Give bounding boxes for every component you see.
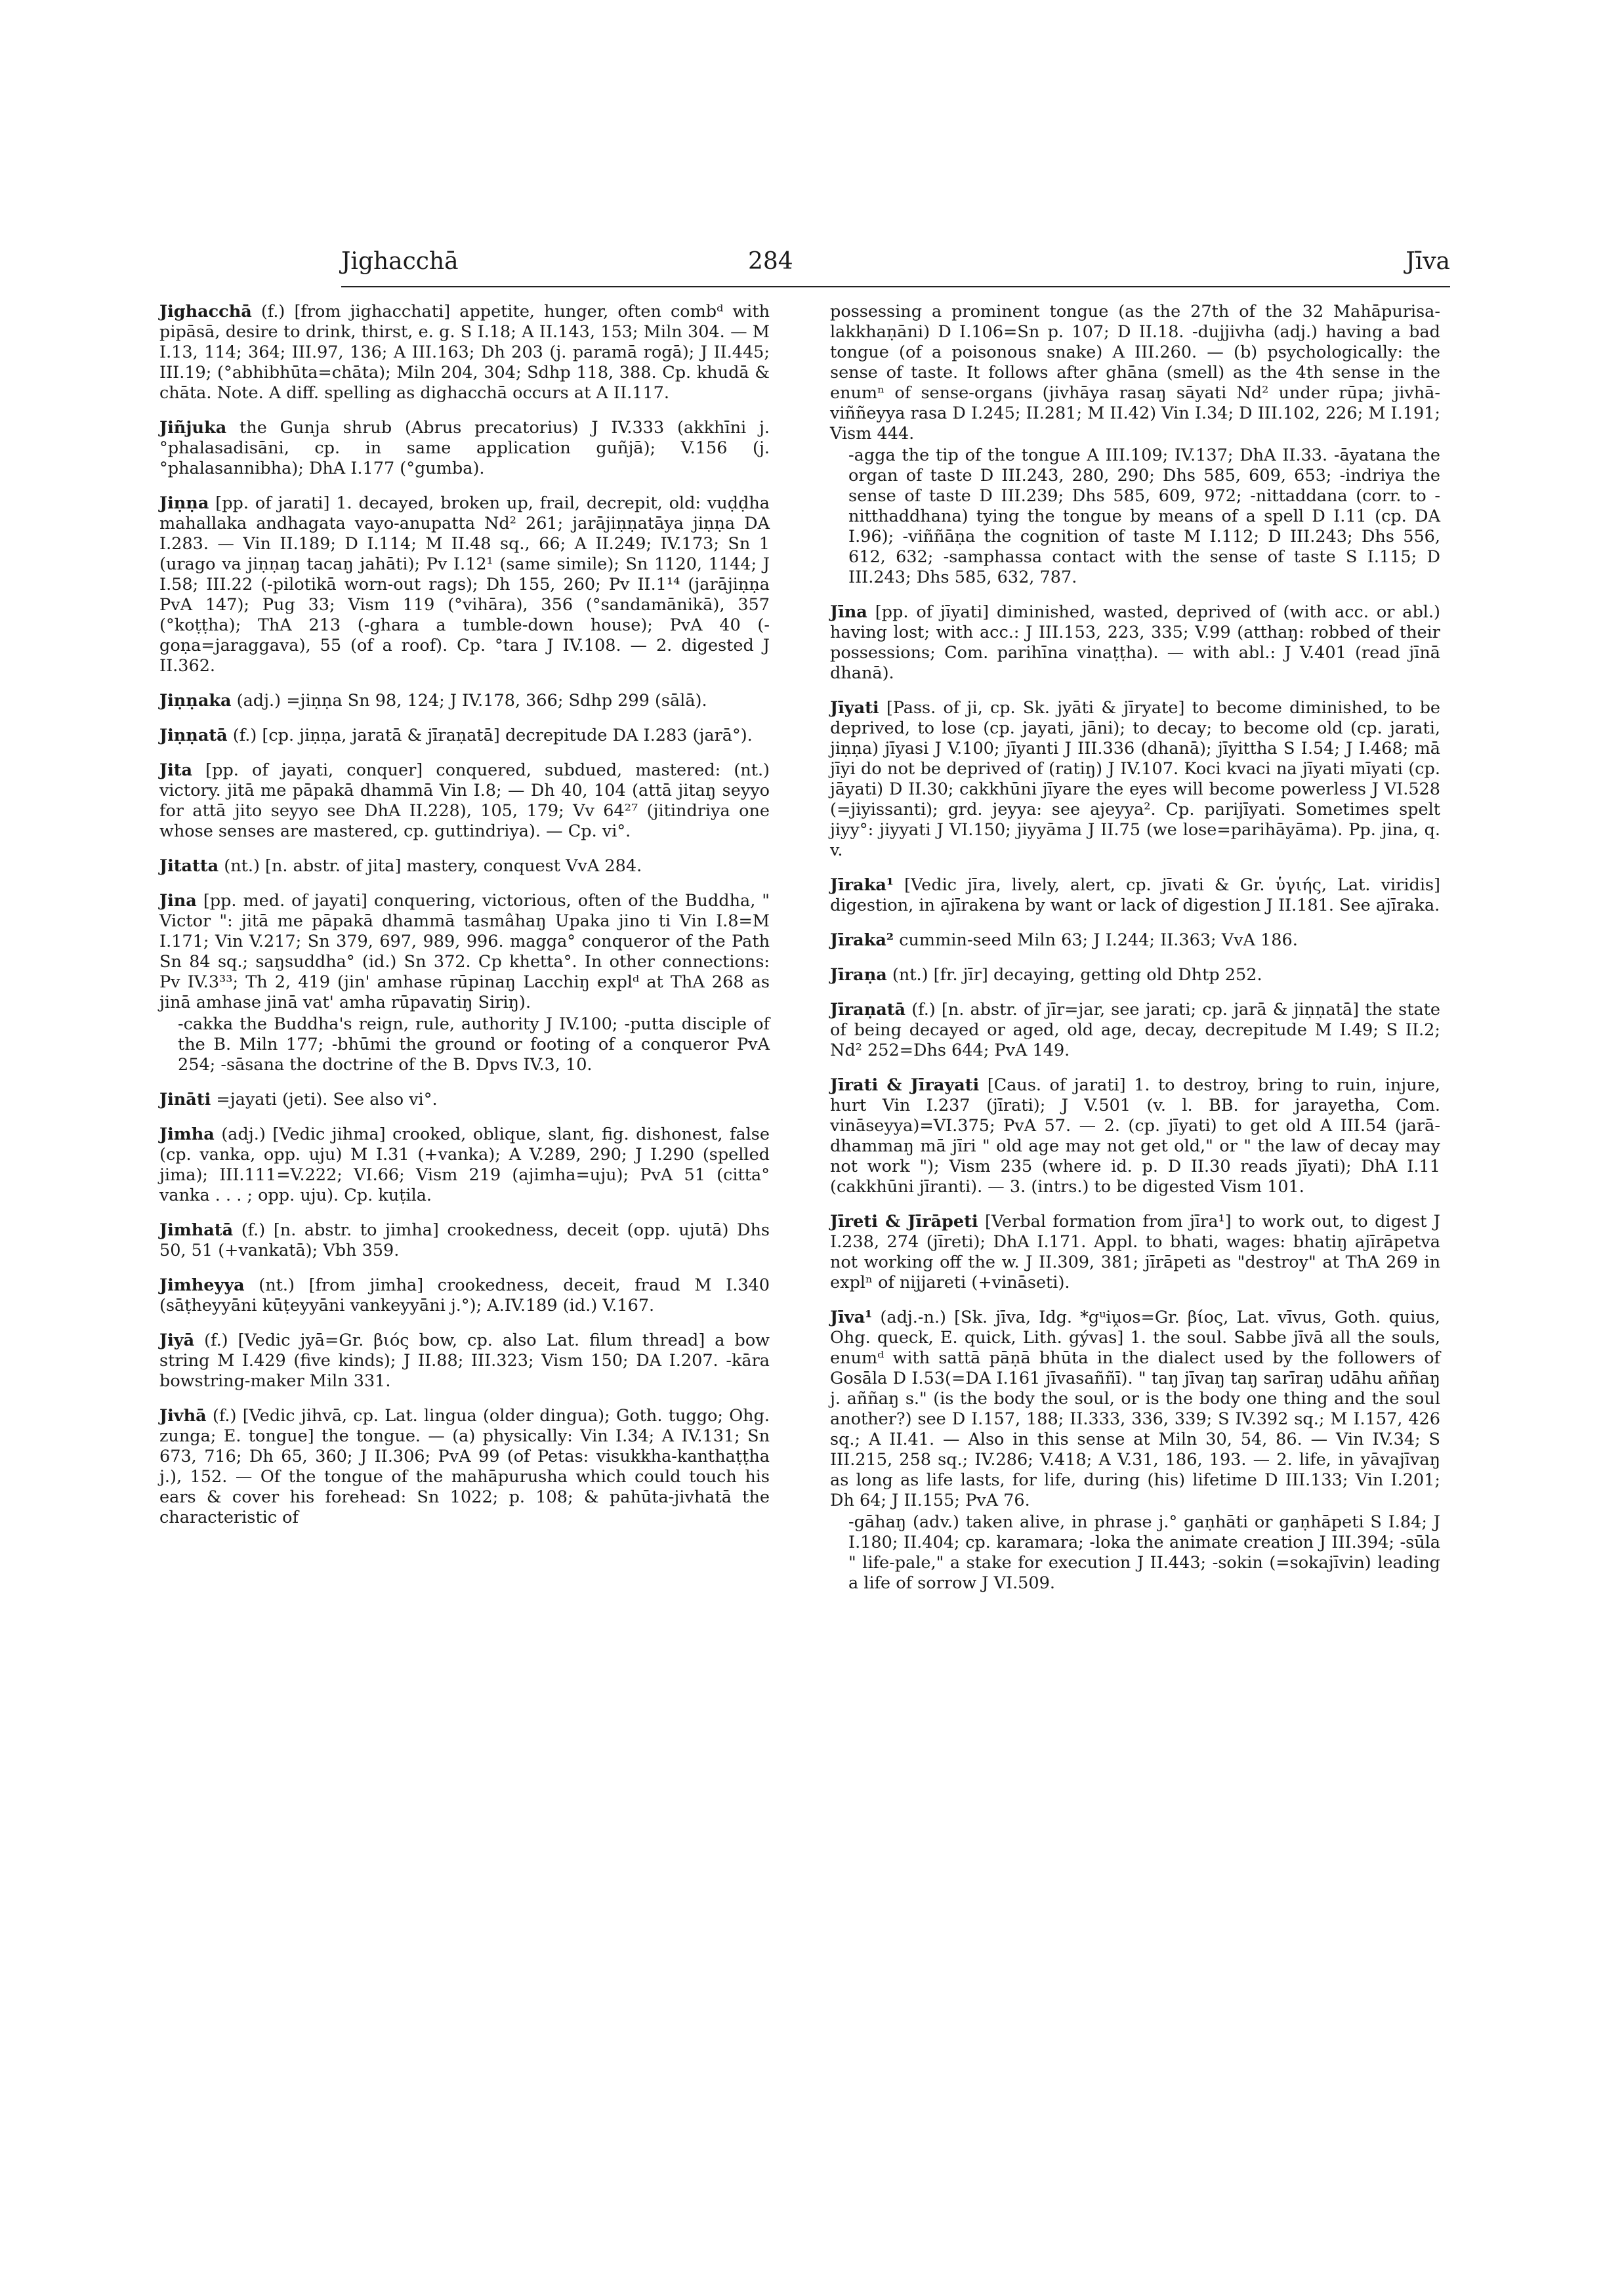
entry-headword: Jimhatā	[159, 1220, 234, 1240]
entry-body: (nt.) [fr. jīr] decaying, getting old Dhtp 252.	[892, 965, 1262, 985]
entry-headword: Jināti	[159, 1090, 211, 1109]
entry-headword: Jimha	[159, 1125, 215, 1144]
dictionary-entry	[159, 493, 770, 676]
dictionary-entry	[159, 1406, 770, 1528]
dictionary-entry	[830, 1308, 1440, 1594]
dictionary-entry	[159, 856, 770, 877]
right-running-head: Jīva	[1405, 248, 1450, 275]
dictionary-entry	[830, 1212, 1440, 1293]
dictionary-entry	[830, 930, 1440, 951]
entry-body: (f.) [Vedic jihvā, cp. Lat. lingua (older dingua); Goth. tuggo; Ohg. zunga; E. tongue] the tongue. — (a) physically: Vin I.34; A IV.131; Sn 673, 716; Dh 65, 360; J II.306; PvA 99 (of Petas: visukkha-kanthaṭṭha j.), 152. — Of the tongue of the mahāpurusha which could touch his ears & cover his forehead: Sn 1022; p. 108; & pahūta-jivhatā the characteristic of	[159, 1406, 770, 1527]
left-running-head: Jighacchā	[341, 248, 459, 275]
entry-body: [Vedic jīra, lively, alert, cp. jīvati & Gr. ὑγιής, Lat. viridis] digestion, in ajīrakena by want or lack of digestion J II.181. See ajīraka.	[830, 875, 1441, 915]
page-header	[341, 248, 1450, 294]
right-column	[830, 302, 1440, 1608]
dictionary-entry	[159, 1275, 770, 1316]
dictionary-entry	[830, 1075, 1440, 1197]
entry-body: cummin-seed Miln 63; J I.244; II.363; VvA 186.	[899, 930, 1298, 950]
dictionary-entry	[159, 1331, 770, 1392]
entry-body: (nt.) [n. abstr. of jita] mastery, conquest VvA 284.	[224, 856, 642, 876]
entry-body: [pp. med. of jayati] conquering, victorious, often of the Buddha, " Victor ": jitā me pāpakā dhammā tasmâhaŋ Upaka jino ti Vin I.8=M I.171; Vin V.217; Sn 379, 697, 989, 996. magga° conqueror of the Path Sn 84 sq.; saŋsuddha° (id.) Sn 372. Cp khetta°. In other connections: Pv IV.3³³; Th 2, 419 (jin' amhase rūpinaŋ Lacchiŋ explᵈ at ThA 268 as jinā amhase jinā vat' amha rūpavatiŋ Siriŋ).	[159, 891, 770, 1012]
entry-headword: Jiṇṇa	[159, 493, 209, 513]
entry-headword: Jīraṇatā	[830, 1000, 906, 1020]
entry-body: [Verbal formation from jīra¹] to work out, to digest J I.238, 274 (jīreti); DhA I.171. Appl. to bhati, wages: bhatiŋ ajīrāpetva not working off the w. J II.309, 381; jīrāpeti as "destroy" at ThA 269 in explⁿ of nijjareti (+vināseti).	[830, 1212, 1440, 1292]
entry-headword: Jīraka¹	[830, 875, 894, 895]
entry-body: (adj.-n.) [Sk. jīva, Idg. *gᵘiṷos=Gr. βίος, Lat. vīvus, Goth. quius, Ohg. queck, E. quick, Lith. gývas] 1. the soul. Sabbe jīvā all the souls, enumᵈ with sattā pāṇā bhūta in the dialect used by the followers of Gosāla D I.53(=DA I.161 jīvasaññī). " taŋ jīvaŋ taŋ sarīraŋ udāhu aññaŋ j. aññaŋ s." (is the body the soul, or is the body one thing and the soul another?) see D I.157, 188; II.333, 336, 339; S IV.392 sq.; M I.157, 426 sq.; A II.41. — Also in this sense at Miln 30, 54, 86. — Vin IV.34; S III.215, 258 sq.; IV.286; V.418; A V.31, 186, 193. — 2. life, in yāvajīvaŋ as long as life lasts, for life, during (his) lifetime D III.133; Vin I.201; Dh 64; J II.155; PvA 76.	[830, 1308, 1441, 1510]
dictionary-entry	[830, 875, 1440, 916]
dictionary-entry	[159, 726, 770, 746]
page-number: 284	[748, 248, 793, 275]
entry-headword: Jīrati & Jīrayati	[830, 1075, 980, 1095]
dictionary-entry	[159, 1125, 770, 1206]
entry-body: (f.) [n. abstr. of jīr=jar, see jarati; cp. jarā & jiṇṇatā] the state of being decayed or aged, old age, decay, decrepitude M I.49; S II.2; Nd² 252=Dhs 644; PvA 149.	[830, 1000, 1440, 1060]
dictionary-entry	[159, 1090, 770, 1110]
entry-subentries: -gāhaŋ (adv.) taken alive, in phrase j.° gaṇhāti or gaṇhāpeti S I.84; J I.180; II.404; cp. karamara; -loka the animate creation J III.394; -sūla " life-pale," a stake for execution J II.443; -sokin (=sokajīvin) leading a life of sorrow J VI.509.	[848, 1512, 1440, 1593]
entry-body: possessing a prominent tongue (as the 27th of the 32 Mahāpurisa-lakkhaṇāni) D I.106=Sn p. 107; D II.18. -dujjivha (adj.) having a bad tongue (of a poisonous snake) A III.260. — (b) psychologically: the sense of taste. It follows after ghāna (smell) as the 4th sense in the enumⁿ of sense-organs (jivhāya rasaŋ sāyati Nd² under rūpa; jivhā-viññeyya rasa D I.245; II.281; M II.42) Vin I.34; D III.102, 226; M I.191; Vism 444.	[830, 302, 1440, 444]
entry-body: =jayati (jeti). See also vi°.	[216, 1090, 438, 1109]
dictionary-entry	[159, 1220, 770, 1261]
entry-headword: Jimheyya	[159, 1275, 245, 1295]
entry-headword: Jina	[159, 891, 197, 911]
entry-headword: Jiyā	[159, 1331, 195, 1350]
entry-body: (adj.) =jiṇṇa Sn 98, 124; J IV.178, 366; Sdhp 299 (sālā).	[236, 691, 707, 711]
dictionary-entry	[159, 891, 770, 1075]
dictionary-entry	[830, 1000, 1440, 1061]
entry-headword: Jīreti & Jīrāpeti	[830, 1212, 978, 1231]
dictionary-entry	[830, 302, 1440, 588]
entry-headword: Jighacchā	[159, 302, 252, 321]
entry-headword: Jiṇṇatā	[159, 726, 228, 745]
entry-body: (f.) [n. abstr. to jimha] crookedness, deceit (opp. ujutā) Dhs 50, 51 (+vankatā); Vbh 359.	[159, 1220, 770, 1260]
dictionary-entry	[159, 302, 770, 403]
entry-headword: Jīyati	[830, 698, 879, 718]
entry-headword: Jiṇṇaka	[159, 691, 232, 711]
entry-headword: Jīva¹	[830, 1308, 873, 1327]
entry-body: (f.) [Vedic jyā=Gr. βιός bow, cp. also Lat. filum thread] a bow string M I.429 (five kinds); J II.88; III.323; Vism 150; DA I.207. -kāra bowstring-maker Miln 331.	[159, 1331, 770, 1391]
dictionary-entry	[830, 698, 1440, 861]
entry-subentries: -cakka the Buddha's reign, rule, authority J IV.100; -putta disciple of the B. Miln 177; -bhūmi the ground or footing of a conqueror PvA 254; -sāsana the doctrine of the B. Dpvs IV.3, 10.	[178, 1014, 770, 1075]
entry-headword: Jiñjuka	[159, 418, 227, 438]
left-column	[159, 302, 770, 1542]
entry-headword: Jita	[159, 760, 193, 780]
dictionary-entry	[830, 602, 1440, 684]
dictionary-entry	[159, 691, 770, 711]
entry-subentries: -agga the tip of the tongue A III.109; IV.137; DhA II.33. -āyatana the organ of taste D III.243, 280, 290; Dhs 585, 609, 653; -indriya the sense of taste D III.239; Dhs 585, 609, 972; -nittaddana (corr. to -nitthaddhana) tying the tongue by means of a spell D I.11 (cp. DA I.96); -viññāṇa the cognition of taste M I.112; D III.243; Dhs 556, 612, 632; -samphassa contact with the sense of taste S I.115; D III.243; Dhs 585, 632, 787.	[848, 445, 1440, 587]
entry-body: [pp. of jayati, conquer] conquered, subdued, mastered: (nt.) victory. jitā me pāpakā dhammā Vin I.8; — Dh 40, 104 (attā jitaŋ seyyo for attā jito seyyo see DhA II.228), 105, 179; Vv 64²⁷ (jitindriya one whose senses are mastered, cp. guttindriya). — Cp. vi°.	[159, 760, 770, 841]
entry-body: [pp. of jīyati] diminished, wasted, deprived of (with acc. or abl.) having lost; with acc.: J III.153, 223, 335; V.99 (atthaŋ: robbed of their possessions; Com. parihīna vinaṭṭha). — with abl.: J V.401 (read jīnā dhanā).	[830, 602, 1440, 683]
dictionary-entry	[159, 760, 770, 842]
entry-body: (adj.) [Vedic jihma] crooked, oblique, slant, fig. dishonest, false (cp. vanka, opp. uju) M I.31 (+vanka); A V.289, 290; J I.290 (spelled jima); III.111=V.222; VI.66; Vism 219 (ajimha=uju); PvA 51 (citta° vanka . . . ; opp. uju). Cp. kuṭila.	[159, 1125, 770, 1205]
entry-body: (f.) [from jighacchati] appetite, hunger, often combᵈ with pipāsā, desire to drink, thirst, e. g. S I.18; A II.143, 153; Miln 304. — M I.13, 114; 364; III.97, 136; A III.163; Dh 203 (j. paramā rogā); J II.445; III.19; (°abhibhūta=chāta); Miln 204, 304; Sdhp 118, 388. Cp. khudā & chāta. Note. A diff. spelling as dighacchā occurs at A II.117.	[159, 302, 770, 403]
entry-body: [pp. of jarati] 1. decayed, broken up, frail, decrepit, old: vuḍḍha mahallaka andhagata vayo-anupatta Nd² 261; jarājiṇṇatāya jiṇṇa DA I.283. — Vin II.189; D I.114; M II.48 sq., 66; A II.249; IV.173; Sn 1 (urago va jiṇṇaŋ tacaŋ jahāti); Pv I.12¹ (same simile); Sn 1120, 1144; J I.58; III.22 (-pilotikā worn-out rags); Dh 155, 260; Pv II.1¹⁴ (jarājiṇṇa PvA 147); Pug 33; Vism 119 (°vihāra), 356 (°sandamānikā), 357 (°koṭṭha); ThA 213 (-ghara a tumble-down house); PvA 40 (-goṇa=jaraggava), 55 (of a roof). Cp. °tara J IV.108. — 2. digested J II.362.	[159, 493, 770, 676]
header-rule	[341, 286, 1450, 287]
entry-headword: Jīna	[830, 602, 867, 622]
entry-headword: Jīraka²	[830, 930, 894, 950]
entry-body: [Caus. of jarati] 1. to destroy, bring to ruin, injure, hurt Vin I.237 (jīrati); J V.501 (v. l. BB. for jarayetha, Com. vināseyya)=VI.375; PvA 57. — 2. (cp. jīyati) to get old A III.54 (jarā-dhammaŋ mā jīri " old age may not get old," or " the law of decay may not work "); Vism 235 (where id. p. D II.30 reads jīyati); DhA I.11 (cakkhūni jīranti). — 3. (intrs.) to be digested Vism 101.	[830, 1075, 1441, 1197]
entry-headword: Jivhā	[159, 1406, 207, 1426]
entry-body: (nt.) [from jimha] crookedness, deceit, fraud M I.340 (sāṭheyyāni kūṭeyyāni vankeyyāni j.°); A.IV.189 (id.) V.167.	[159, 1275, 770, 1315]
dictionary-entry	[159, 418, 770, 479]
entry-headword: Jitatta	[159, 856, 219, 876]
entry-headword: Jīraṇa	[830, 965, 887, 985]
entry-body: (f.) [cp. jiṇṇa, jaratā & jīraṇatā] decrepitude DA I.283 (jarā°).	[232, 726, 753, 745]
entry-body: the Gunja shrub (Abrus precatorius) J IV.333 (akkhīni j. °phalasadisāni, cp. in same application guñjā); V.156 (j. °phalasannibha); DhA I.177 (°gumba).	[159, 418, 770, 478]
dictionary-entry	[830, 965, 1440, 985]
entry-body: [Pass. of ji, cp. Sk. jyāti & jīryate] to become diminished, to be deprived, to lose (cp. jayati, jāni); to decay; to become old (cp. jarati, jiṇṇa) jīyasi J V.100; jīyanti J III.336 (dhanā); jīyittha S I.54; J I.468; mā jīyi do not be deprived of (ratiŋ) J IV.107. Koci kvaci na jīyati mīyati (cp. jāyati) D II.30; cakkhūni jīyare the eyes will become powerless J VI.528 (=jiyissanti); grd. jeyya: see ajeyya². Cp. parijīyati. Sometimes spelt jiyy°: jiyyati J VI.150; jiyyāma J II.75 (we lose=parihāyāma). Pp. jina, q. v.	[830, 698, 1440, 860]
